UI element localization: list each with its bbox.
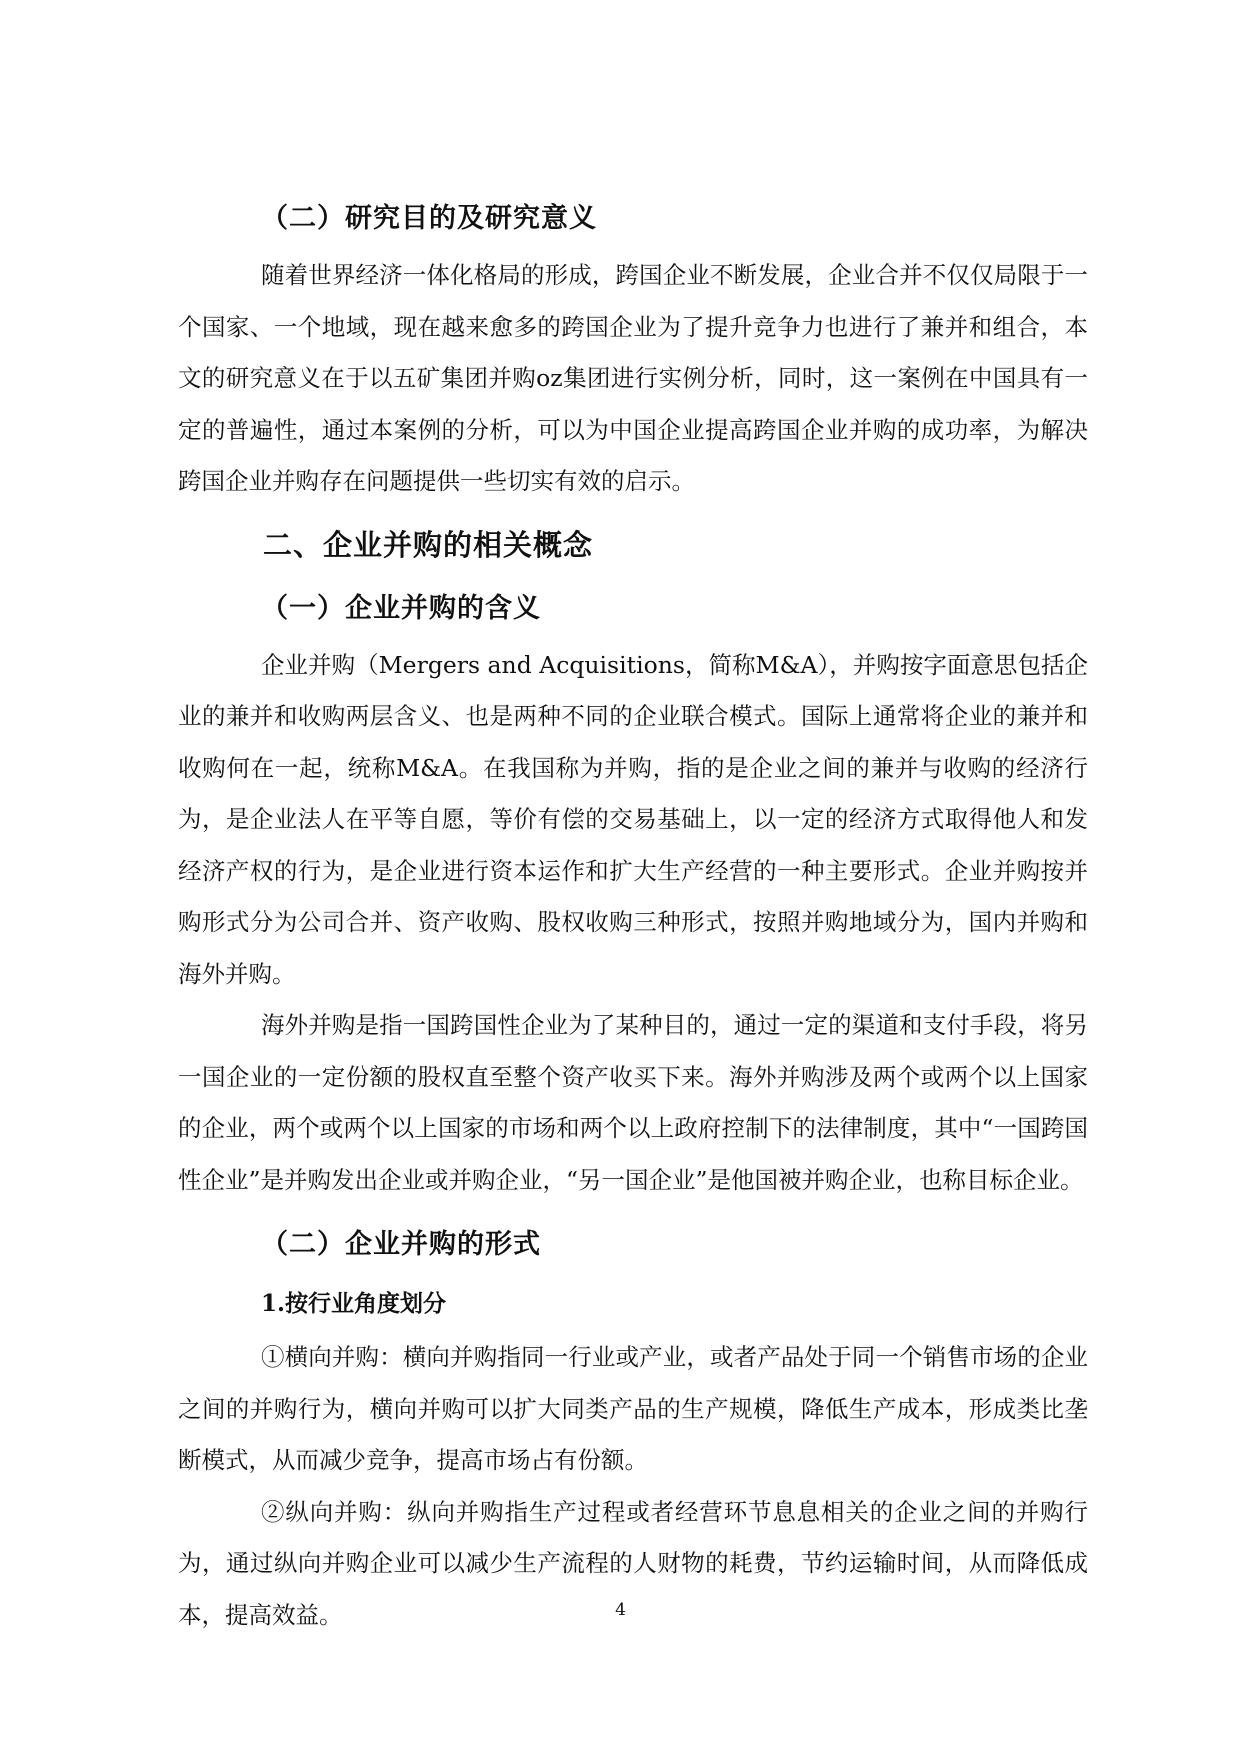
section-heading-research-purpose: （二）研究目的及研究意义 [261, 203, 597, 234]
page-number: 4 [615, 1600, 626, 1620]
paragraph-horizontal-ma: ①横向并购：横向并购指同一行业或产业，或者产品处于同一个销售市场的企业之间的并购行为，横向并购可以扩大同类产品的生产规模，降低生产成本，形成类比垄断模式，从而减少竞争，提高市场占有份额。 [178, 1343, 1088, 1474]
subheading-by-industry: 1.按行业角度划分 [261, 1290, 447, 1317]
chapter-heading-ma-concepts: 二、企业并购的相关概念 [263, 527, 594, 562]
paragraph-vertical-ma: ②纵向并购：纵向并购指生产过程或者经营环节息息相关的企业之间的并购行为，通过纵向并购企业可以减少生产流程的人财物的耗费，节约运输时间，从而降低成本，提高效益。 [178, 1497, 1088, 1629]
spacer [178, 1206, 1088, 1214]
paragraph-research-purpose: 随着世界经济一体化格局的形成，跨国企业不断发展，企业合并不仅仅局限于一个国家、一个地域，现在越来愈多的跨国企业为了提升竞争力也进行了兼并和组合，本文的研究意义在于以五矿集团并购oz集团进行实例分析，同时，这一案例在中国具有一定的普遍性，通过本案例的分析，可以为中国企业提高跨国企业并购的成功率，为解决跨国企业并购存在问题提供一些切实有效的启示。 [178, 261, 1088, 495]
page-content [178, 188, 1088, 1641]
paragraph-overseas-ma: 海外并购是指一国跨国性企业为了某种目的，通过一定的渠道和支付手段，将另一国企业的一定份额的股权直至整个资产收买下来。海外并购涉及两个或两个以上国家的企业，两个或两个以上国家的市场和两个以上政府控制下的法律制度，其中“一国跨国性企业”是并购发出企业或并购企业，“另一国企业”是他国被并购企业，也称目标企业。 [178, 1011, 1088, 1194]
section-heading-ma-meaning: （一）企业并购的含义 [261, 592, 541, 624]
section-heading-ma-forms: （二）企业并购的形式 [261, 1229, 541, 1260]
paragraph-ma-definition: 企业并购（Mergers and Acquisitions，简称M&A），并购按字面意思包括企业的兼并和收购两层含义、也是两种不同的企业联合模式。国际上通常将企业的兼并和收购何在一起，统称M&A。在我国称为并购，指的是企业之间的兼并与收购的经济行为，是企业法人在平等自愿，等价有偿的交易基础上，以一定的经济方式取得他人和发经济产权的行为，是企业进行资本运作和扩大生产经营的一种主要形式。企业并购按并购形式分为公司合并、资产收购、股权收购三种形式，按照并购地域分为，国内并购和海外并购。 [178, 650, 1088, 988]
